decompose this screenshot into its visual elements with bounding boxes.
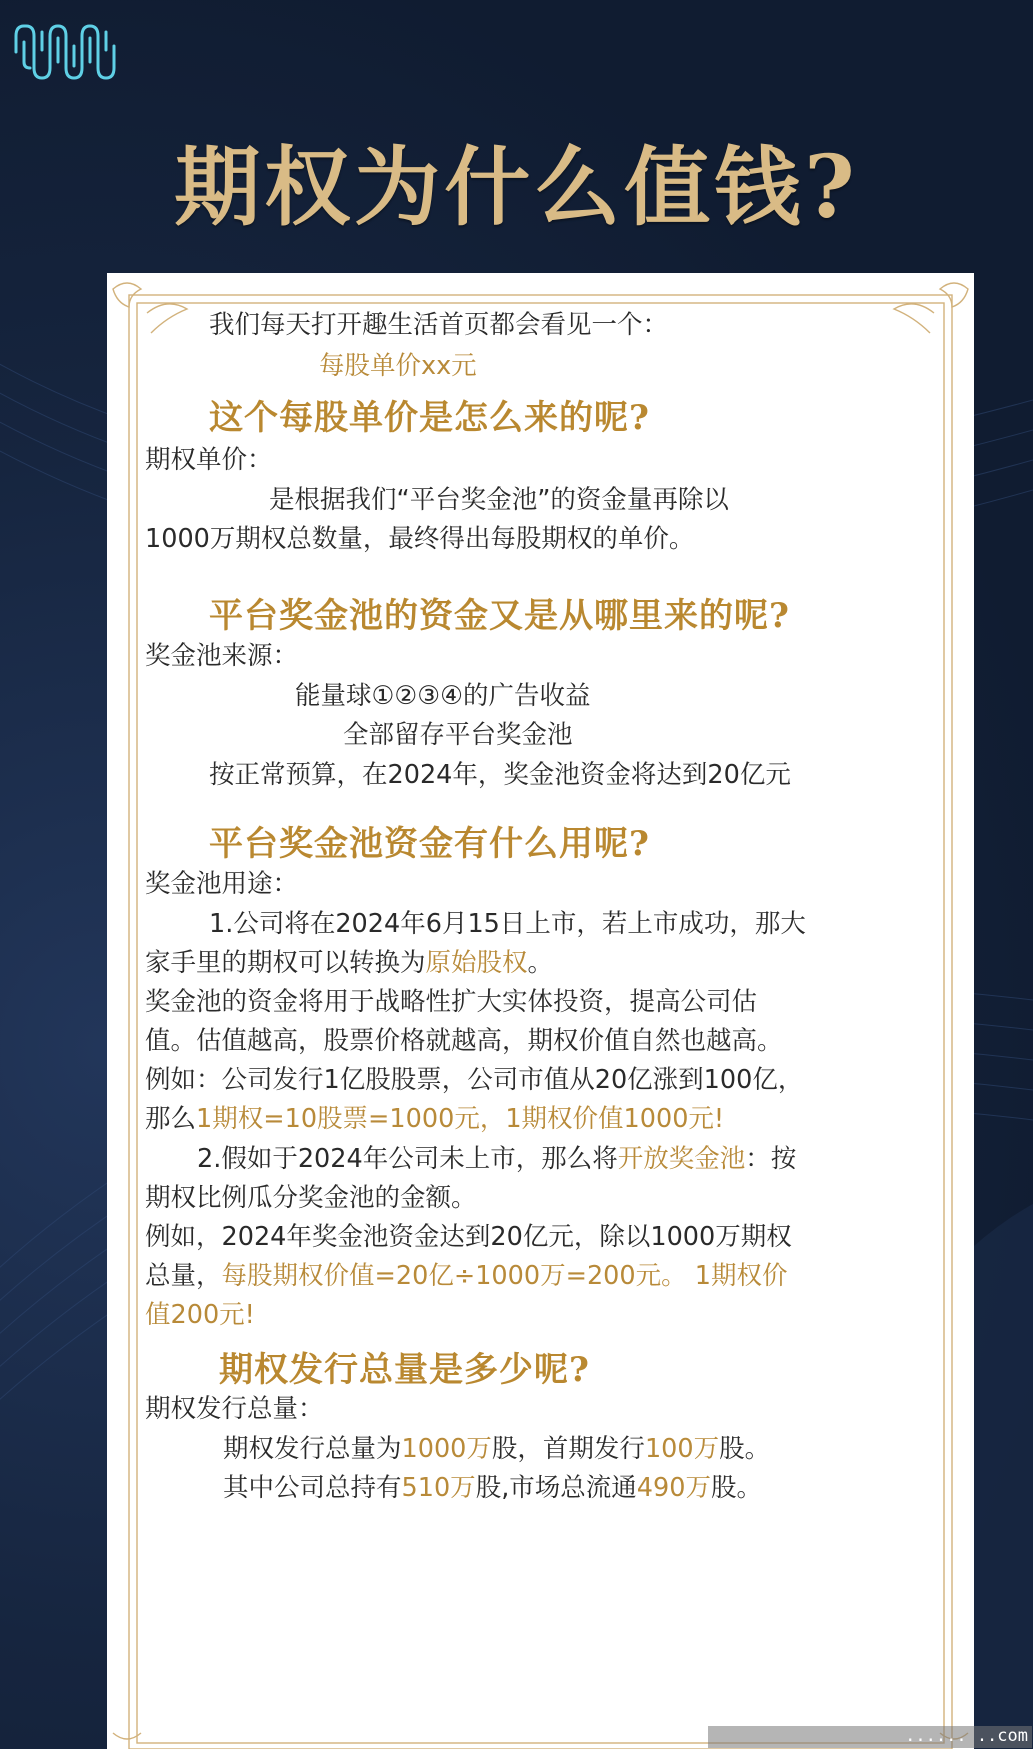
question-heading-3: 平台奖金池资金有什么用呢? bbox=[209, 824, 650, 864]
content-card bbox=[107, 273, 974, 1749]
question-heading-2: 平台奖金池的资金又是从哪里来的呢? bbox=[209, 596, 790, 636]
section2-line: 能量球①②③④的广告收益 bbox=[295, 681, 591, 711]
text-span: ：按 bbox=[745, 1144, 797, 1174]
section2-label: 奖金池来源： bbox=[145, 641, 299, 671]
section3-line: 1.公司将在2024年6月15日上市，若上市成功，那大 bbox=[209, 909, 806, 939]
section3-line: 值。估值越高，股票价格就越高，期权价值自然也越高。 bbox=[145, 1026, 783, 1056]
section3-line: 值200元! bbox=[145, 1300, 255, 1330]
text-span: 股。 bbox=[710, 1473, 762, 1503]
section1-line: 是根据我们“平台奖金池”的资金量再除以 bbox=[269, 485, 729, 515]
section3-line bbox=[197, 1139, 796, 1180]
section1-label: 期权单价： bbox=[145, 445, 273, 475]
text-span: 股，首期发行 bbox=[491, 1434, 645, 1464]
brand-logo bbox=[8, 6, 130, 94]
highlight-open-pool: 开放奖金池 bbox=[617, 1144, 746, 1174]
highlight-option-value: 1期权=10股票=1000元，1期权价值1000元! bbox=[196, 1104, 725, 1134]
section4-line bbox=[223, 1429, 770, 1470]
highlight-share-value: 每股期权价值=20亿÷1000万=200元。 1期权价 bbox=[221, 1261, 788, 1291]
text-span: 其中公司总持有 bbox=[223, 1473, 402, 1503]
section3-line bbox=[145, 1256, 787, 1297]
question-heading-1: 这个每股单价是怎么来的呢? bbox=[209, 398, 650, 438]
highlight-total: 1000万 bbox=[401, 1434, 492, 1464]
text-span: 总量， bbox=[145, 1261, 222, 1291]
section3-line: 期权比例瓜分奖金池的金额。 bbox=[145, 1183, 477, 1213]
text-span: 。 bbox=[527, 948, 554, 978]
intro-line: 我们每天打开趣生活首页都会看见一个： bbox=[209, 310, 669, 340]
section2-line: 按正常预算，在2024年，奖金池资金将达到20亿元 bbox=[209, 760, 791, 790]
text-span: 那么 bbox=[145, 1104, 197, 1134]
highlight-original-equity: 原始股权 bbox=[425, 948, 528, 978]
text-span: 股。 bbox=[719, 1434, 771, 1464]
intro-unit-price: 每股单价xx元 bbox=[319, 351, 477, 381]
section1-line: 1000万期权总数量，最终得出每股期权的单价。 bbox=[145, 524, 695, 554]
section3-line: 奖金池的资金将用于战略性扩大实体投资，提高公司估 bbox=[145, 987, 758, 1017]
section4-label: 期权发行总量： bbox=[145, 1394, 324, 1424]
question-heading-4: 期权发行总量是多少呢? bbox=[219, 1350, 590, 1390]
section2-line: 全部留存平台奖金池 bbox=[343, 720, 573, 750]
highlight-first-issue: 100万 bbox=[644, 1434, 720, 1464]
section3-label: 奖金池用途： bbox=[145, 869, 299, 899]
section3-line bbox=[145, 943, 553, 984]
text-span: 股,市场总流通 bbox=[475, 1473, 637, 1503]
section4-line bbox=[223, 1468, 762, 1509]
section3-line: 例如：公司发行1亿股股票，公司市值从20亿涨到100亿， bbox=[145, 1065, 804, 1095]
section3-line: 例如，2024年奖金池资金达到20亿元，除以1000万期权 bbox=[145, 1222, 792, 1252]
text-span: 2.假如于2024年公司未上市，那么将 bbox=[197, 1144, 618, 1174]
page-headline: 期权为什么值钱? bbox=[174, 137, 859, 238]
highlight-company-hold: 510万 bbox=[401, 1473, 476, 1503]
text-span: 家手里的期权可以转换为 bbox=[145, 948, 426, 978]
watermark-text: ...... ..com bbox=[708, 1726, 1032, 1748]
highlight-market-float: 490万 bbox=[636, 1473, 711, 1503]
section3-line bbox=[145, 1099, 724, 1140]
text-span: 期权发行总量为 bbox=[223, 1434, 402, 1464]
